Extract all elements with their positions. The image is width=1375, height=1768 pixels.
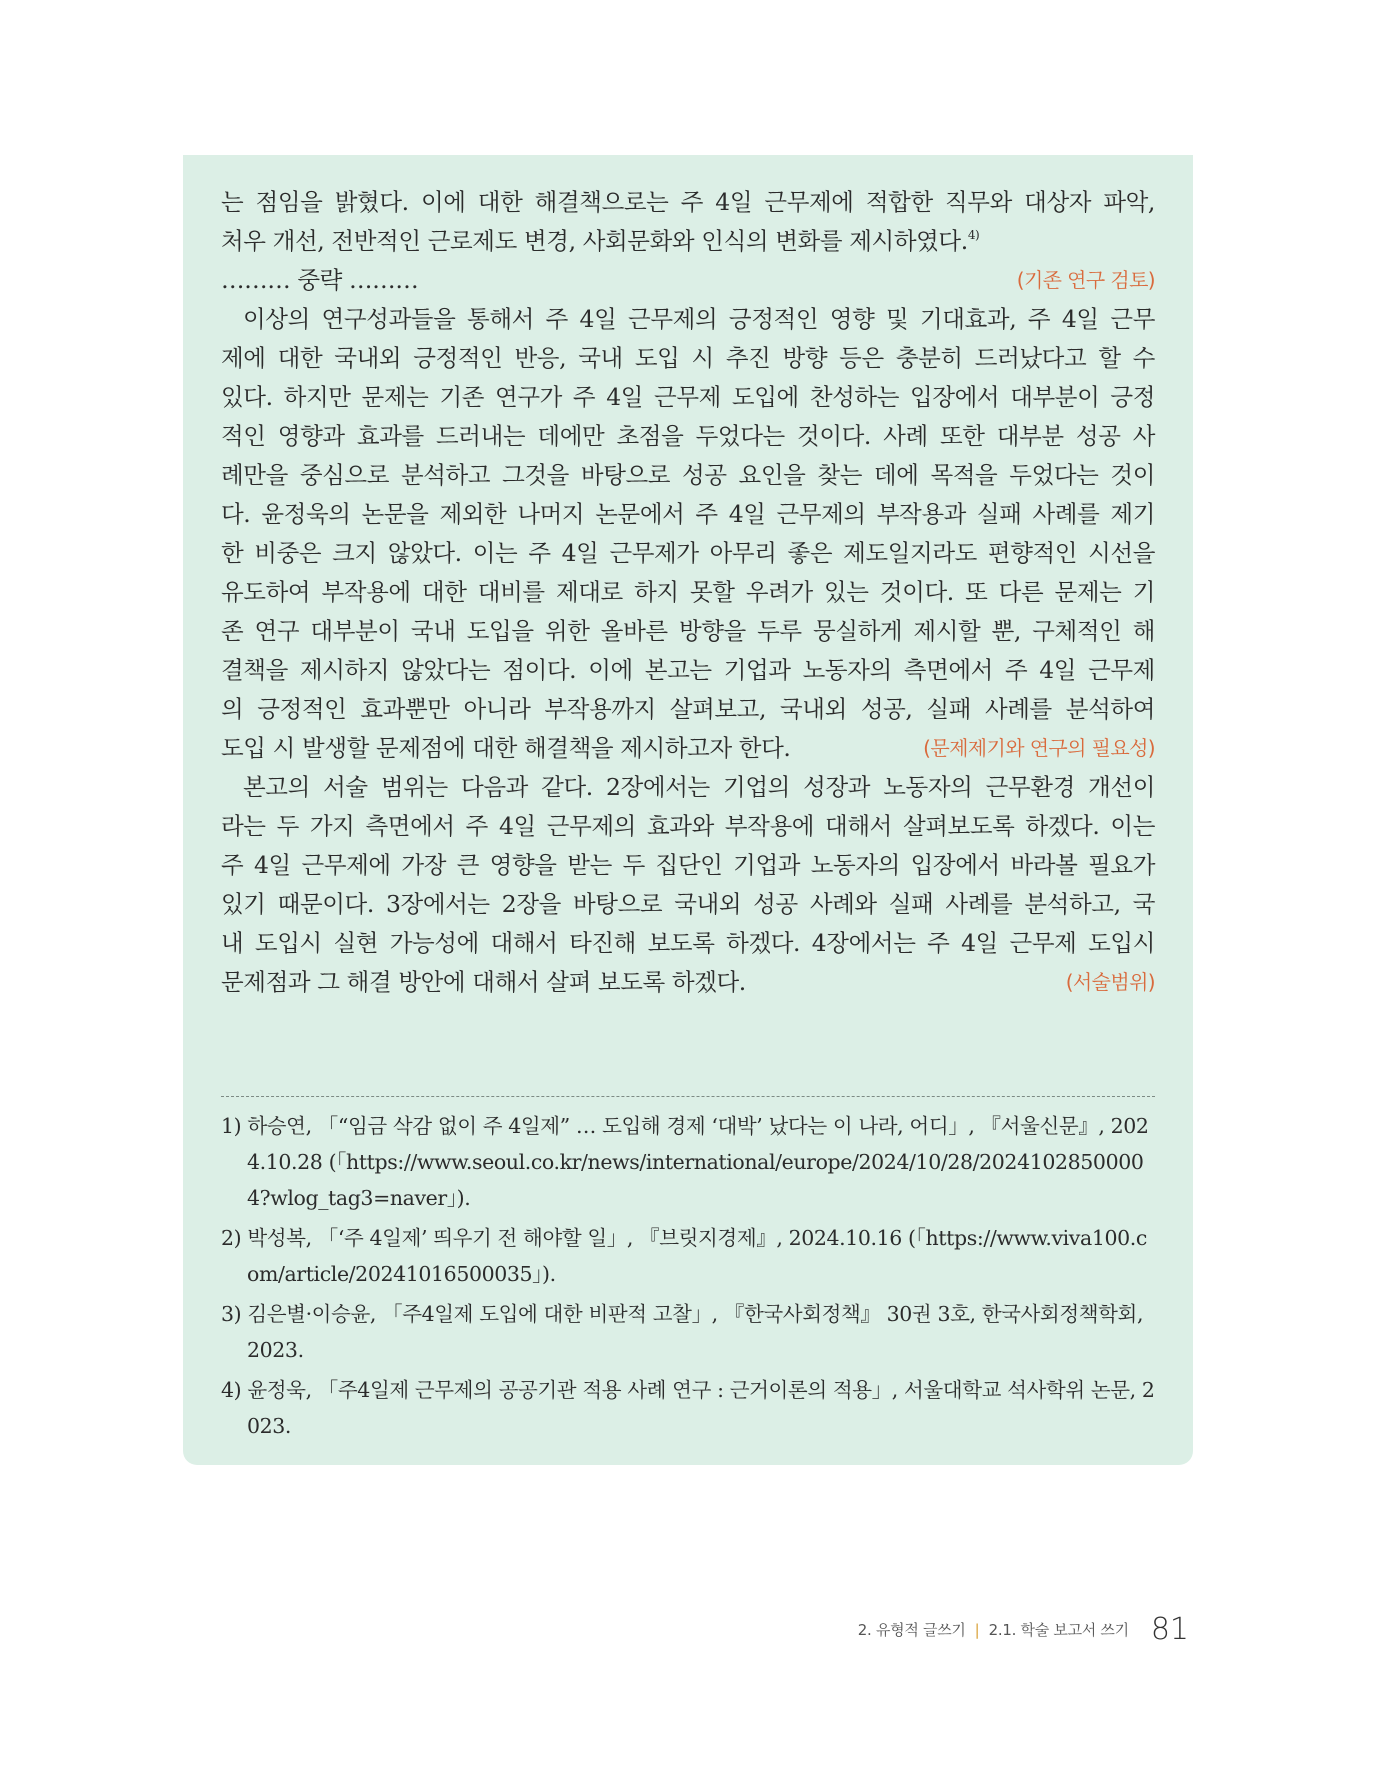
body-line-text: 처우 개선, 전반적인 근로제도 변경, 사회문화와 인식의 변화를 제시하였다. (221, 227, 968, 255)
footnote-item: 4) 윤정욱, 「주4일제 근무제의 공공기관 적용 사례 연구 : 근거이론의 적용」, 서울대학교 석사학위 논문, 2023. (221, 1378, 1155, 1438)
footnotes (221, 1108, 1157, 1448)
body-line: 이상의 연구성과들을 통해서 주 4일 근무제의 긍정적인 영향 및 기대효과, 주 4일 근무 (243, 305, 1155, 333)
section-tag-scope: (서술범위) (1065, 970, 1155, 994)
footnote-divider (221, 1096, 1155, 1097)
body-line: 다. 윤정욱의 논문을 제외한 나머지 논문에서 주 4일 근무제의 부작용과 실패 사례를 제기 (221, 500, 1155, 528)
body-line: 주 4일 근무제에 가장 큰 영향을 받는 두 집단인 기업과 노동자의 입장에서 바라볼 필요가 (221, 851, 1155, 879)
body-line: 제에 대한 국내외 긍정적인 반응, 국내 도입 시 추진 방향 등은 충분히 드러났다고 할 수 (221, 344, 1155, 372)
page-footer (858, 1612, 1189, 1647)
body-line-with-tag (221, 729, 1155, 768)
body-line-with-footnote (221, 222, 1155, 261)
body-line: 내 도입시 실현 가능성에 대해서 타진해 보도록 하겠다. 4장에서는 주 4일 근무제 도입시 (221, 929, 1155, 957)
body-line: 라는 두 가지 측면에서 주 4일 근무제의 효과와 부작용에 대해서 살펴보도록 하겠다. 이는 (221, 812, 1155, 840)
section-tag-prior-research: (기존 연구 검토) (1016, 268, 1155, 292)
section-tag-problem-need: (문제제기와 연구의 필요성) (923, 736, 1155, 760)
body-line-with-tag (221, 963, 1155, 1002)
footnote-item: 3) 김은별·이승윤, 「주4일제 도입에 대한 비판적 고찰」, 『한국사회정책』 30권 3호, 한국사회정책학회, 2023. (221, 1302, 1144, 1362)
body-line: 례만을 중심으로 분석하고 그것을 바탕으로 성공 요인을 찾는 데에 목적을 두었다는 것이 (221, 461, 1155, 489)
body-line: 유도하여 부작용에 대한 대비를 제대로 하지 못할 우려가 있는 것이다. 또 다른 문제는 기 (221, 578, 1155, 606)
body-line: 한 비중은 크지 않았다. 이는 주 4일 근무제가 아무리 좋은 제도일지라도 편향적인 시선을 (221, 539, 1155, 567)
omission-marker: ……… 중략 ……… (221, 266, 419, 294)
content-box (183, 155, 1193, 1465)
footer-section: 2. 유형적 글쓰기 (857, 1621, 966, 1639)
footnote-item: 1) 하승연, 「“임금 삭감 없이 주 4일제” … 도입해 경제 ‘대박’ 났다는 이 나라, 어디」, 『서울신문』, 2024.10.28 (「https://www.seoul.co.kr/news/international/europe/2024/10/28/20241028500004?wlog_tag3=naver」). (221, 1114, 1149, 1210)
body-line: 결책을 제시하지 않았다는 점이다. 이에 본고는 기업과 노동자의 측면에서 주 4일 근무제 (221, 656, 1155, 684)
footer-subsection: 2.1. 학술 보고서 쓰기 (988, 1621, 1129, 1639)
body-line: 의 긍정적인 효과뿐만 아니라 부작용까지 살펴보고, 국내외 성공, 실패 사례를 분석하여 (221, 695, 1155, 723)
page-number: 81 (1150, 1612, 1189, 1647)
body-line: 존 연구 대부분이 국내 도입을 위한 올바른 방향을 두루 뭉실하게 제시할 뿐, 구체적인 해 (221, 617, 1155, 645)
body-line-text: 문제점과 그 해결 방안에 대해서 살펴 보도록 하겠다. (221, 968, 746, 996)
footer-separator: | (974, 1620, 980, 1639)
footnote-reference: 4) (967, 228, 980, 242)
body-line: 있다. 하지만 문제는 기존 연구가 주 4일 근무제 도입에 찬성하는 입장에서 대부분이 긍정 (221, 383, 1155, 411)
body-line: 적인 영향과 효과를 드러내는 데에만 초점을 두었다는 것이다. 사례 또한 대부분 성공 사 (221, 422, 1155, 450)
body-line: 는 점임을 밝혔다. 이에 대한 해결책으로는 주 4일 근무제에 적합한 직무와 대상자 파악, (221, 188, 1155, 216)
body-line: 본고의 서술 범위는 다음과 같다. 2장에서는 기업의 성장과 노동자의 근무환경 개선이 (243, 773, 1155, 801)
body-text (221, 183, 1155, 1002)
body-line-with-tag (221, 261, 1155, 300)
body-line-text: 도입 시 발생할 문제점에 대한 해결책을 제시하고자 한다. (221, 734, 791, 762)
body-line: 있기 때문이다. 3장에서는 2장을 바탕으로 국내외 성공 사례와 실패 사례를 분석하고, 국 (221, 890, 1155, 918)
footnote-item: 2) 박성복, 「‘주 4일제’ 띄우기 전 해야할 일」, 『브릿지경제』, 2024.10.16 (「https://www.viva100.com/article/20241016500035」). (221, 1226, 1147, 1286)
